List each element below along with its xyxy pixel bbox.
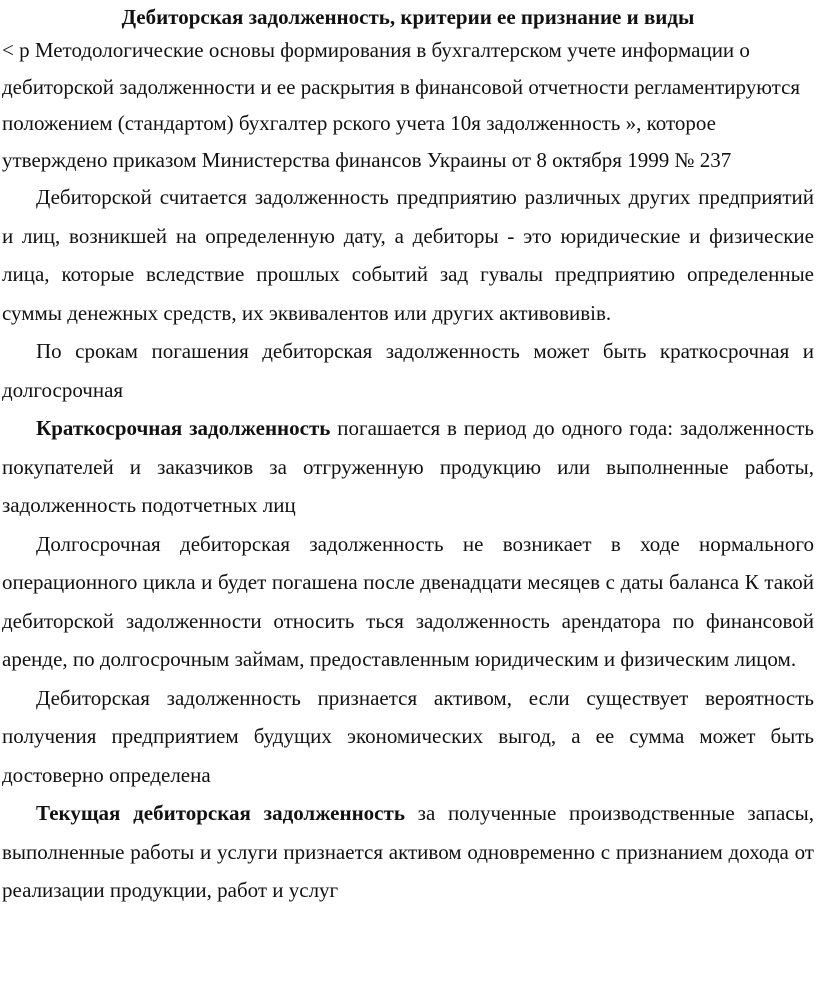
paragraph-term-classification: По срокам погашения дебиторская задолженность может быть краткосрочная и долгосрочная: [2, 339, 814, 402]
paragraph-asset-recognition: Дебиторская задолженность признается активом, если существует вероятность получения предприятием будущих экономических выгод, а ее сумма может быть достоверно определена: [2, 685, 814, 787]
paragraph-long-term: Долгосрочная дебиторская задолженность не возникает в ходе нормального операционного цикла и будет погашена после двенадцати месяцев с даты баланса К такой дебиторской задолженности относить ться задолженность арендатора по финансовой аренде, по долгосрочным займам, предоставленным юридическим и физическим лицом.: [2, 531, 814, 671]
current-heading: Текущая дебиторская задолженность: [36, 801, 405, 825]
document-title: Дебиторская задолженность, критерии ее признание и виды: [121, 5, 695, 29]
current-text: за полученные производственные запасы, выполненные работы и услуги признается активом одновременно с признанием дохода от реализации продукции, работ и услуг: [2, 801, 814, 902]
intro-paragraph: < p Методологические основы формирования в бухгалтерском учете информации о дебиторской задолженности и ее раскрытия в финансовой отчетности регламентируются положением (стандартом) бухгалтер рского учета 10я задолженность », которое утверждено приказом Министерства финансов Украины от 8 октября 1999 № 237: [2, 38, 801, 172]
paragraph-current: [2, 794, 814, 910]
paragraph-short-term: [2, 409, 814, 525]
short-term-text: погашается в период до одного года: задолженность покупателей и заказчиков за отгруженную продукцию или выполненные работы, задолженность подотчетных лиц: [2, 416, 814, 517]
short-term-heading: Краткосрочная задолженность: [36, 416, 331, 440]
paragraph-debtor-definition: Дебиторской считается задолженность предприятию различных других предприятий и лиц, возникшей на определенную дату, а дебиторы - это юридические и физические лица, которые вследствие прошлых событий зад гувалы предприятию определенные суммы денежных средств, их эквивалентов или других активовивів.: [2, 185, 814, 325]
